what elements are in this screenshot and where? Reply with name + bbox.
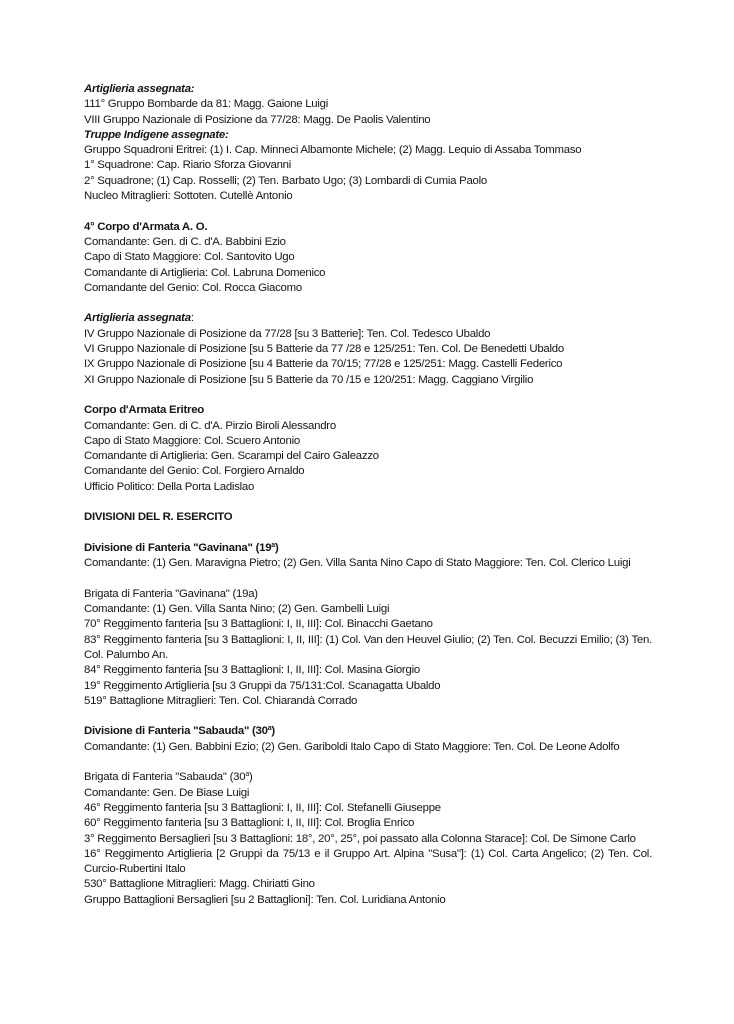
- chapter-heading: DIVISIONI DEL R. ESERCITO: [84, 511, 233, 524]
- text-line: Comandante: (1) Gen. Babbini Ezio; (2) Gen. Gariboldi Italo Capo di Stato Maggiore: Ten. Col. De Leone Adolfo: [84, 740, 620, 753]
- text-line: Gruppo Battaglioni Bersaglieri [su 2 Battaglioni]: Ten. Col. Luridiana Antonio: [84, 893, 446, 906]
- section-heading: 4° Corpo d'Armata A. O.: [84, 220, 208, 233]
- division-heading-text: Divisione di Fanteria "Gavinana" (19: [84, 541, 272, 554]
- text-line: IX Gruppo Nazionale di Posizione [su 4 Batterie da 70/15; 77/28 e 125/251: Magg. Castelli Federico: [84, 358, 563, 371]
- text-line: 530° Battaglione Mitraglieri: Magg. Chiriatti Gino: [84, 878, 315, 891]
- text-paragraph: 16° Reggimento Artiglieria [2 Gruppi da 75/13 e il Gruppo Art. Alpina "Susa"]: (1) Col. Carta Angelico; (2) Ten. Col. Curcio-Rubertini Italo: [84, 847, 652, 876]
- text-paragraph: Comandante: (1) Gen. Maravigna Pietro; (2) Gen. Villa Santa Nino Capo di Stato Maggiore: Ten. Col. Clerico Luigi: [84, 557, 631, 570]
- text-line: 1° Squadrone: Cap. Riario Sforza Giovanni: [84, 159, 292, 172]
- text-line: 60° Reggimento fanteria [su 3 Battaglioni: I, II, III]: Col. Broglia Enrico: [84, 817, 415, 830]
- heading-suffix: :: [190, 312, 194, 325]
- text-line: Comandante: Gen. De Biase Luigi: [84, 786, 250, 799]
- text-line: 2° Squadrone; (1) Cap. Rosselli; (2) Ten. Barbato Ugo; (3) Lombardi di Cumia Paolo: [84, 174, 487, 187]
- section-heading: Truppe Indigene assegnate:: [84, 128, 229, 141]
- text-line: 84° Reggimento fanteria [su 3 Battaglioni: I, II, III]: Col. Masina Giorgio: [84, 664, 420, 677]
- superscript: a: [271, 541, 275, 549]
- section-heading-row: [84, 311, 652, 326]
- text-paragraph: 83° Reggimento fanteria [su 3 Battaglioni: I, II, III]: (1) Col. Van den Heuvel Giulio; (2) Ten. Col. Becuzzi Emilio; (3) Ten. Col. Palumbo An.: [84, 633, 652, 661]
- text-line: Comandante di Artiglieria: Col. Labruna Domenico: [84, 266, 326, 279]
- brigade-title: [84, 770, 652, 785]
- division-heading: [84, 541, 652, 556]
- superscript: a: [267, 725, 272, 733]
- text-line: Nucleo Mitraglieri: Sottoten. Cutellè Antonio: [84, 190, 293, 203]
- brigade-title-text: Brigata di Fanteria "Sabauda" (30: [84, 771, 246, 784]
- text-line: 70° Reggimento fanteria [su 3 Battaglioni: I, II, III]: Col. Binacchi Gaetano: [84, 618, 433, 631]
- division-heading: [84, 724, 652, 739]
- text-line: Capo di Stato Maggiore: Col. Scuero Antonio: [84, 434, 300, 447]
- brigade-title-end: ): [248, 771, 253, 784]
- text-line: Ufficio Politico: Della Porta Ladislao: [84, 480, 255, 493]
- division-heading-end: ): [271, 725, 275, 738]
- division-heading-end: ): [274, 541, 279, 554]
- text-paragraph: 3° Reggimento Bersaglieri [su 3 Battaglioni: 18°, 20°, 25°, poi passato alla Colonna Starace]: Col. De Simone Carlo: [84, 832, 636, 845]
- text-line: Gruppo Squadroni Eritrei: (1) I. Cap. Minneci Albamonte Michele; (2) Magg. Lequio di Assaba Tommaso: [84, 144, 582, 157]
- section-heading: Artiglieria assegnata: [84, 312, 191, 325]
- text-line: 519° Battaglione Mitraglieri: Ten. Col. Chiarandà Corrado: [84, 694, 358, 707]
- text-line: VIII Gruppo Nazionale di Posizione da 77/28: Magg. De Paolis Valentino: [84, 113, 431, 126]
- text-line: Comandante: (1) Gen. Villa Santa Nino; (2) Gen. Gambelli Luigi: [84, 603, 390, 616]
- text-line: VI Gruppo Nazionale di Posizione [su 5 Batterie da 77 /28 e 125/251: Ten. Col. De Benedetti Ubaldo: [84, 343, 564, 356]
- text-line: 111° Gruppo Bombarde da 81: Magg. Gaione Luigi: [84, 98, 329, 111]
- text-line: Comandante: Gen. di C. d'A. Pirzio Biroli Alessandro: [84, 419, 336, 432]
- superscript: a: [245, 771, 249, 779]
- text-line: IV Gruppo Nazionale di Posizione da 77/28 [su 3 Batterie]: Ten. Col. Tedesco Ubaldo: [84, 327, 491, 340]
- text-line: Comandante del Genio: Col. Forgiero Arnaldo: [84, 465, 305, 478]
- text-line: Comandante del Genio: Col. Rocca Giacomo: [84, 281, 302, 294]
- text-line: Brigata di Fanteria "Gavinana" (19a): [84, 587, 258, 600]
- document-page: [84, 82, 652, 908]
- text-line: Comandante di Artiglieria: Gen. Scarampi del Cairo Galeazzo: [84, 450, 379, 463]
- text-line: Comandante: Gen. di C. d'A. Babbini Ezio: [84, 235, 286, 248]
- section-heading: Artiglieria assegnata:: [84, 83, 195, 95]
- text-line: XI Gruppo Nazionale di Posizione [su 5 Batterie da 70 /15 e 120/251: Magg. Caggiano Virgilio: [84, 373, 534, 386]
- division-heading-text: Divisione di Fanteria "Sabauda" (30: [84, 725, 268, 738]
- section-heading: Corpo d'Armata Eritreo: [84, 404, 204, 417]
- text-line: Capo di Stato Maggiore: Col. Santovito Ugo: [84, 251, 295, 264]
- text-line: 46° Reggimento fanteria [su 3 Battaglioni: I, II, III]: Col. Stefanelli Giuseppe: [84, 801, 441, 814]
- text-line: 19° Reggimento Artiglieria [su 3 Gruppi da 75/131:Col. Scanagatta Ubaldo: [84, 679, 441, 692]
